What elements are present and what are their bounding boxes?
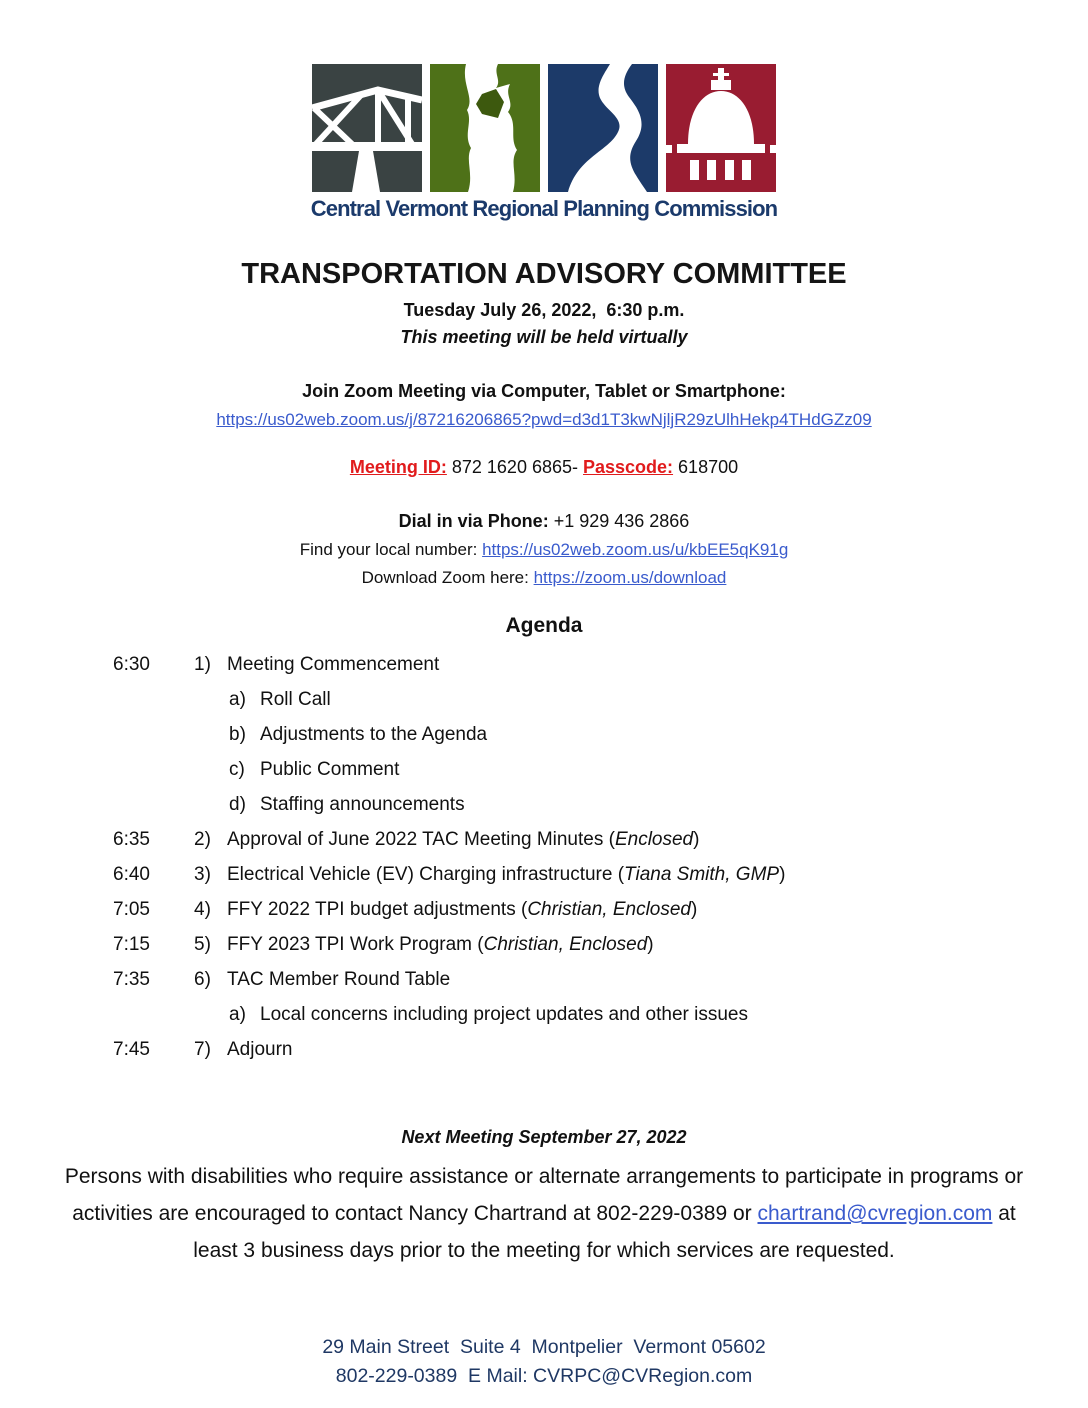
agenda-text: Local concerns including project updates and other issues: [260, 1004, 748, 1025]
agenda-marker: 4): [194, 899, 211, 920]
agenda-time: 7:15: [113, 934, 150, 955]
chartrand-email-link[interactable]: chartrand@cvregion.com: [757, 1202, 993, 1225]
agenda-text: Roll Call: [260, 689, 331, 710]
agenda-text: Adjourn: [227, 1039, 293, 1060]
agenda-item-1d: [113, 787, 1088, 822]
agenda-time: 6:35: [113, 829, 150, 850]
agenda-item-1: [113, 647, 1088, 682]
dial-in-line: [0, 511, 1088, 532]
agenda-item-3: [113, 857, 1088, 892]
agenda-time: [113, 752, 194, 787]
agenda-text: Electrical Vehicle (EV) Charging infrastructure (Tiana Smith, GMP): [227, 864, 786, 885]
agenda-time: 7:45: [113, 1039, 150, 1060]
agenda-item-1a: [113, 682, 1088, 717]
document-footer: [0, 1333, 1088, 1391]
agenda-marker: b): [229, 724, 246, 745]
capitol-dome-icon: [666, 64, 776, 192]
agenda-marker: a): [229, 689, 246, 710]
agenda-time: 6:30: [113, 654, 150, 675]
passcode-label: Passcode:: [583, 457, 674, 477]
agenda-time: [113, 997, 194, 1032]
agenda-time: 6:40: [113, 864, 150, 885]
download-zoom-label: Download Zoom here:: [361, 568, 534, 587]
download-zoom-line: [0, 568, 1088, 588]
local-number-label: Find your local number:: [299, 540, 483, 559]
winding-road-icon: [548, 64, 658, 192]
agenda-marker: 7): [194, 1039, 211, 1060]
agenda-item-6: [113, 962, 1088, 997]
agenda-text: Meeting Commencement: [227, 654, 440, 675]
agenda-item-6a: [113, 997, 1088, 1032]
agenda-text: FFY 2023 TPI Work Program (Christian, Enclosed): [227, 934, 654, 955]
agenda-text: Approval of June 2022 TAC Meeting Minutes (Enclosed): [227, 829, 700, 850]
page-title: TRANSPORTATION ADVISORY COMMITTEE: [241, 258, 847, 290]
passcode-value: 618700: [673, 457, 739, 477]
agenda-text: FFY 2022 TPI budget adjustments (Christian, Enclosed): [227, 899, 698, 920]
agenda-marker: a): [229, 1004, 246, 1025]
agenda-marker: 1): [194, 654, 211, 675]
join-zoom-heading: Join Zoom Meeting via Computer, Tablet or Smartphone:: [302, 381, 786, 401]
dial-in-number: +1 929 436 2866: [548, 511, 690, 531]
bridge-icon: [312, 64, 422, 192]
cvrpc-logo: [312, 64, 776, 192]
agenda-time: [113, 717, 194, 752]
agenda-heading: Agenda: [505, 614, 583, 637]
agenda-item-7: [113, 1032, 1088, 1067]
agenda-time: 7:35: [113, 969, 150, 990]
logo-wordmark: Central Vermont Regional Planning Commission: [310, 196, 778, 221]
vermont-map-icon: [430, 64, 540, 192]
agenda-time: [113, 682, 194, 717]
agenda-item-4: [113, 892, 1088, 927]
agenda-marker: 3): [194, 864, 211, 885]
next-meeting-note: Next Meeting September 27, 2022: [401, 1127, 687, 1147]
meeting-id-value: 872 1620 6865-: [446, 457, 583, 477]
meeting-id-label: Meeting ID:: [349, 457, 447, 477]
accessibility-text-before: Persons with disabilities who require assistance or alternate arrangements to participate in programs or activities are encouraged to contact Nancy Chartrand at 802-229-0389 or: [64, 1165, 1024, 1225]
agenda-marker: c): [229, 759, 245, 780]
footer-address-line: 29 Main Street Suite 4 Montpelier Vermont 05602: [322, 1336, 766, 1358]
agenda-marker: 2): [194, 829, 211, 850]
accessibility-notice: [60, 1158, 1028, 1269]
zoom-link-line: [0, 410, 1088, 430]
zoom-meeting-link[interactable]: https://us02web.zoom.us/j/87216206865?pwd=d3d1T3kwNjljR29zUlhHekp4THdGZz09: [216, 410, 872, 429]
meeting-id-line: [0, 457, 1088, 478]
local-number-link[interactable]: https://us02web.zoom.us/u/kbEE5qK91g: [482, 540, 789, 559]
agenda-item-2: [113, 822, 1088, 857]
agenda-list: [0, 647, 1088, 1067]
agenda-text: TAC Member Round Table: [227, 969, 451, 990]
meeting-datetime: Tuesday July 26, 2022, 6:30 p.m.: [403, 300, 685, 320]
agenda-item-1b: [113, 717, 1088, 752]
agenda-item-5: [113, 927, 1088, 962]
accessibility-text-after: at least 3 business days prior to the meeting for which services are requested.: [193, 1202, 1016, 1262]
agenda-marker: 6): [194, 969, 211, 990]
agenda-time: [113, 787, 194, 822]
agenda-item-1c: [113, 752, 1088, 787]
agenda-marker: d): [229, 794, 246, 815]
agenda-marker: 5): [194, 934, 211, 955]
footer-contact-line: 802-229-0389 E Mail: CVRPC@CVRegion.com: [335, 1365, 753, 1387]
download-zoom-link[interactable]: https://zoom.us/download: [533, 568, 727, 587]
agenda-text: Staffing announcements: [260, 794, 465, 815]
local-number-line: [0, 540, 1088, 560]
virtual-meeting-note: This meeting will be held virtually: [400, 327, 688, 347]
agenda-text: Public Comment: [260, 759, 400, 780]
agenda-text: Adjustments to the Agenda: [260, 724, 488, 745]
agenda-time: 7:05: [113, 899, 150, 920]
dial-in-label: Dial in via Phone:: [398, 511, 549, 531]
